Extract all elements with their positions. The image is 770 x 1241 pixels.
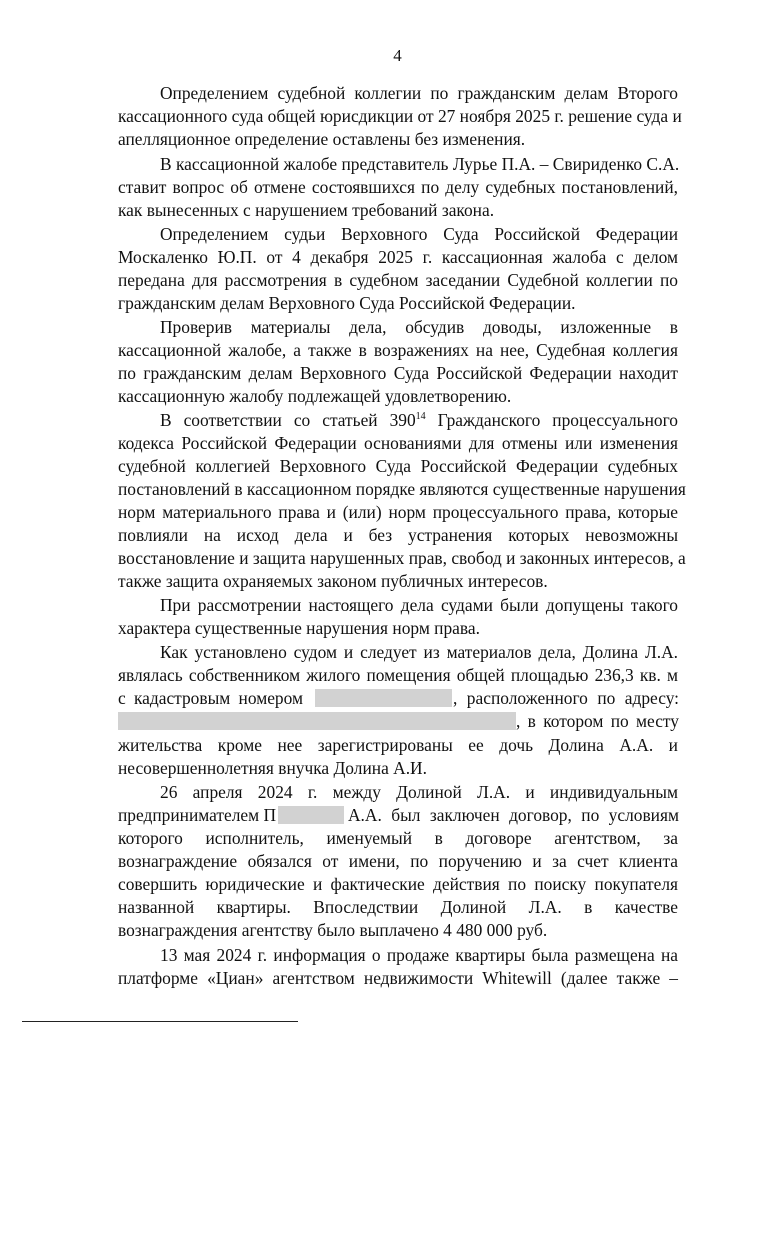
text-line: повлияли на исход дела и без устранения которых невозможны xyxy=(118,525,678,545)
page-number: 4 xyxy=(393,46,402,65)
text-line: вознаграждение обязался от имени, по поручению и за счет клиента xyxy=(118,851,678,871)
text-line: восстановление и защита нарушенных прав, свобод и законных интересов, а xyxy=(118,548,686,568)
text-line: жительства кроме нее зарегистрированы ее дочь Долина А.А. и xyxy=(118,735,678,755)
text-line: передана для рассмотрения в судебном заседании Судебной коллегии по xyxy=(118,270,678,290)
text-line: Определением судебной коллегии по гражданским делам Второго xyxy=(160,83,678,103)
text-line: 26 апреля 2024 г. между Долиной Л.А. и индивидуальным xyxy=(160,782,678,802)
text-line: характера существенные нарушения норм права. xyxy=(118,618,480,638)
text-line: Определением судьи Верховного Суда Российской Федерации xyxy=(160,224,678,244)
text-line: которого исполнитель, именуемый в договоре агентством, за xyxy=(118,828,678,848)
text-line: вознаграждения агентству было выплачено 4 480 000 руб. xyxy=(118,920,548,940)
text-line: судебной коллегией Верховного Суда Российской Федерации судебных xyxy=(118,456,678,476)
text-line: норм материального права и (или) норм процессуального права, которые xyxy=(118,502,678,522)
text-line: кассационного суда общей юрисдикции от 27 ноября 2025 г. решение суда и xyxy=(118,106,682,126)
text-line: Как установлено судом и следует из материалов дела, Долина Л.А. xyxy=(160,642,678,662)
text-line: Москаленко Ю.П. от 4 декабря 2025 г. кассационная жалоба с делом xyxy=(118,247,678,267)
entrepreneur-label: предпринимателем П xyxy=(118,805,277,825)
text-line: ставит вопрос об отмене состоявшихся по делу судебных постановлений, xyxy=(118,177,678,197)
cadastral-label: с кадастровым номером xyxy=(118,688,303,708)
text-line: кассационной жалобе, а также в возражениях на нее, Судебная коллегия xyxy=(118,340,678,360)
text-line: Проверив материалы дела, обсудив доводы, изложенные в xyxy=(160,317,678,337)
text-line: При рассмотрении настоящего дела судами были допущены такого xyxy=(160,595,678,615)
text-line: совершить юридические и фактические действия по поиску покупателя xyxy=(118,874,678,894)
redacted-entrepreneur-name xyxy=(278,806,344,824)
article-superscript: 14 xyxy=(415,411,426,422)
footnote-separator xyxy=(22,1021,298,1022)
redacted-address xyxy=(118,712,516,730)
text-line: также защита охраняемых законом публичных интересов. xyxy=(118,571,548,591)
text-line: как вынесенных с нарушением требований закона. xyxy=(118,200,495,220)
contract-text: А.А. был заключен договор, по условиям xyxy=(348,805,679,825)
residence-label: , в котором по месту xyxy=(516,711,679,731)
text-line: являлась собственником жилого помещения общей площадью 236,3 кв. м xyxy=(118,665,678,685)
text-line: названной квартиры. Впоследствии Долиной Л.А. в качестве xyxy=(118,897,678,917)
redacted-cadastral-number xyxy=(315,689,452,707)
address-label: , расположенного по адресу: xyxy=(453,688,679,708)
text-line: платформе «Циан» агентством недвижимости Whitewill (далее также – xyxy=(118,968,678,988)
text-line: апелляционное определение оставлены без изменения. xyxy=(118,129,526,149)
text-line: В кассационной жалобе представитель Лурье П.А. – Свириденко С.А. xyxy=(160,154,680,174)
text-line: по гражданским делам Верховного Суда Российской Федерации находит xyxy=(118,363,678,383)
text-line: несовершеннолетняя внучка Долина А.И. xyxy=(118,758,427,778)
text-line xyxy=(118,410,678,430)
text-line: 13 мая 2024 г. информация о продаже квартиры была размещена на xyxy=(160,945,678,965)
article-reference: В соответствии со статьей 390 xyxy=(160,410,416,430)
text-line: кодекса Российской Федерации основаниями для отмены или изменения xyxy=(118,433,678,453)
text-line: кассационную жалобу подлежащей удовлетворению. xyxy=(118,386,512,406)
article-law-name: Гражданского процессуального xyxy=(425,410,678,430)
text-line: постановлений в кассационном порядке являются существенные нарушения xyxy=(118,479,686,499)
text-line: гражданским делам Верховного Суда Российской Федерации. xyxy=(118,293,576,313)
